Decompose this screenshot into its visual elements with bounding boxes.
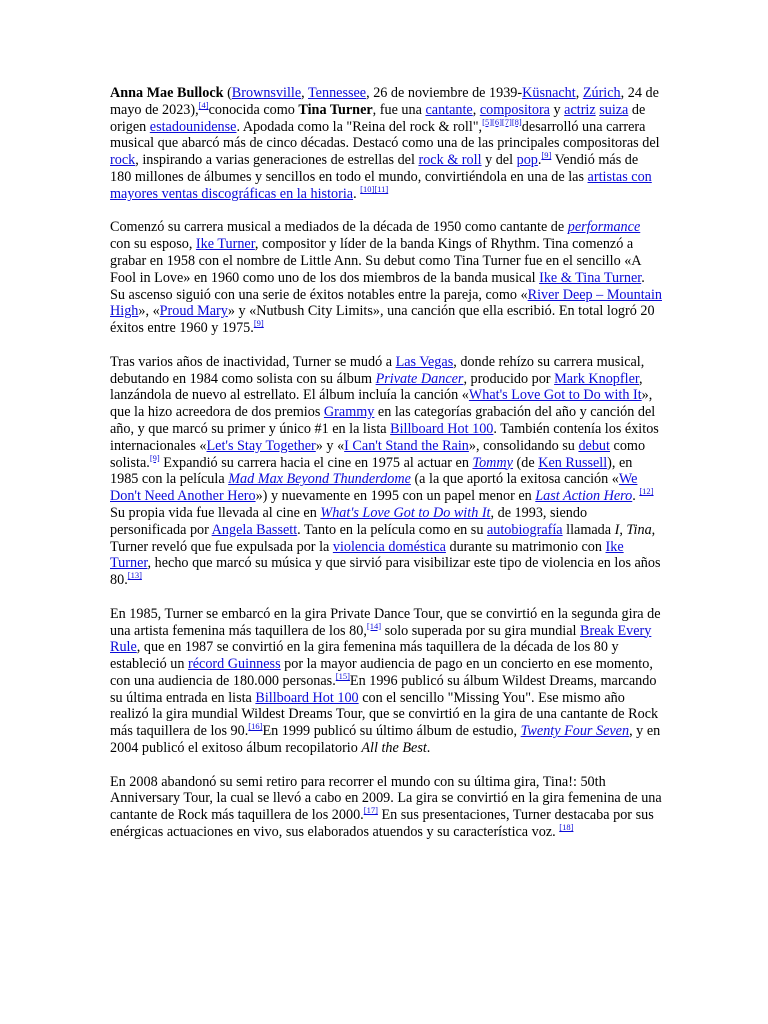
text-run: (de	[512, 454, 539, 471]
citation-link[interactable]: [9]	[253, 318, 264, 329]
text-run: , producido por	[463, 370, 555, 387]
text-run: ») y nuevamente en 1995 con un papel menor en	[255, 488, 536, 505]
text-run: ,	[575, 85, 583, 101]
text-run: En 1996 publicó su álbum Wildest Dreams, marcando su última entrada en lista	[110, 672, 657, 706]
text-run: ,	[301, 85, 308, 101]
text-run: y	[549, 101, 565, 118]
article-link[interactable]: Private Dancer	[375, 370, 464, 387]
reference-superscript[interactable]	[559, 822, 573, 832]
paragraph-solo-career	[110, 354, 662, 589]
text-run: .	[426, 740, 431, 757]
text-run: de origen	[110, 101, 646, 135]
article-link[interactable]: I Can't Stand the Rain	[344, 437, 469, 454]
paragraph-early-career	[110, 219, 662, 337]
article-link[interactable]: autobiografía	[486, 521, 563, 538]
reference-superscript[interactable]	[248, 721, 262, 731]
text-run: durante su matrimonio con	[445, 538, 606, 555]
article-link[interactable]: violencia doméstica	[332, 538, 446, 555]
citation-link[interactable]: [16]	[248, 721, 263, 732]
reference-superscript[interactable]	[254, 318, 264, 328]
article-link[interactable]: River Deep – Mountain High	[110, 286, 662, 320]
article-link[interactable]: Brownsville	[231, 85, 302, 101]
reference-superscript[interactable]	[482, 117, 522, 127]
reference-superscript[interactable]	[360, 184, 388, 194]
text-run: , que en 1987 se convirtió en la gira femenina más taquillera de la década de los 80 y estableció un	[110, 639, 619, 673]
text-run: , fue una	[372, 101, 426, 118]
article-link[interactable]: Proud Mary	[159, 303, 228, 320]
citation-link[interactable]: [9]	[149, 452, 160, 463]
citation-link[interactable]: [12]	[639, 486, 654, 497]
text-run: , 26 de noviembre de 1939-	[366, 85, 523, 101]
article-link[interactable]: Billboard Hot 100	[255, 689, 359, 706]
text-run: En 1985, Turner se embarcó en la gira Private Dance Tour, que se convirtió en la segunda gira de una artista femenina más taquillera de los 80,	[110, 605, 661, 639]
reference-superscript[interactable]	[541, 150, 551, 160]
article-link[interactable]: Tennessee	[308, 85, 367, 101]
article-link[interactable]: suiza	[599, 101, 629, 118]
citation-link[interactable]: [18]	[559, 822, 574, 833]
text-run: , 24 de mayo de 2023),	[110, 85, 659, 118]
text-run: (	[223, 85, 232, 101]
article-link[interactable]: Mark Knopfler	[554, 370, 640, 387]
text-run: Expandió su carrera hacia el cine en 1975 al actuar en	[159, 454, 473, 471]
article-link[interactable]: cantante	[425, 101, 473, 118]
article-link[interactable]: Let's Stay Together	[206, 437, 316, 454]
text-run: » y «	[315, 437, 345, 454]
paragraph-intro	[110, 85, 662, 203]
article-link[interactable]: Küsnacht	[522, 85, 576, 101]
article-link[interactable]: Zúrich	[582, 85, 621, 101]
paragraph-final-tour	[110, 774, 662, 841]
text-run: . Su ascenso siguió con una serie de éxitos notables entre la pareja, como «	[110, 269, 645, 303]
text-run: », que la hizo acreedora de dos premios	[110, 387, 653, 421]
text-run: desarrolló una carrera musical que abarcó más de cinco décadas. Destacó como una de las principales compositoras del	[110, 118, 660, 152]
text-run: (a la que aportó la exitosa canción «	[410, 471, 619, 488]
text-run: .	[353, 185, 361, 202]
text-run: . Tanto en la película como en su	[297, 521, 487, 538]
article-link[interactable]: We Don't Need Another Hero	[110, 471, 638, 505]
text-run: , lanzándola de nuevo al estrellato. El álbum incluía la canción «	[110, 370, 643, 404]
article-link[interactable]: Grammy	[323, 404, 375, 421]
article-link[interactable]: What's Love Got to Do with It	[320, 504, 491, 521]
text-run: solo superada por su gira mundial	[381, 622, 581, 639]
article-body	[110, 85, 662, 858]
article-link[interactable]: rock & roll	[418, 152, 482, 169]
text-run: y del	[481, 152, 517, 169]
citation-link[interactable]: [15]	[335, 670, 350, 681]
article-link[interactable]: rock	[110, 152, 136, 169]
article-link[interactable]: What's Love Got to Do with It	[468, 387, 642, 404]
text-run: En 2008 abandonó su semi retiro para recorrer el mundo con su última gira, Tina!: 50th Anniversary Tour, la cual se llevó a cabo en 2009. La gira se convirtió en la gira femenina de una cantante de Rock más taquillera de los 2000.	[110, 773, 662, 824]
reference-superscript[interactable]	[128, 570, 142, 580]
article-link[interactable]: actriz	[564, 101, 596, 118]
article-link[interactable]: récord Guinness	[188, 656, 281, 673]
article-link[interactable]: Last Action Hero	[535, 488, 633, 505]
article-link[interactable]: Twenty Four Seven	[520, 723, 630, 740]
text-run: , donde rehízo su carrera musical, debutando en 1984 como solista con su álbum	[110, 353, 645, 387]
citation-link[interactable]: [13]	[127, 570, 142, 581]
text-run: conocida como	[208, 101, 299, 118]
text-run: Vendió más de 180 millones de álbumes y sencillos en todo el mundo, convirtiéndola en una de las	[110, 152, 639, 185]
article-link[interactable]: estadounidense	[149, 118, 237, 135]
article-link[interactable]: compositora	[479, 101, 550, 118]
text-run: . También contenía los éxitos internacionales «	[110, 420, 659, 454]
citation-link[interactable]: [10][11]	[360, 183, 389, 194]
text-run: », consolidando su	[468, 437, 579, 454]
article-link[interactable]: artistas con mayores ventas discográficas en la historia	[110, 168, 652, 202]
article-link[interactable]: performance	[567, 219, 641, 236]
text-run: ,	[472, 101, 480, 118]
text-run: , de 1993, siendo personificada por	[110, 504, 588, 538]
article-link[interactable]: Break Every Rule	[110, 622, 652, 656]
text-run: I, Tina	[614, 521, 652, 538]
article-link[interactable]: Angela Bassett	[211, 521, 298, 538]
citation-link[interactable]: [4]	[198, 99, 209, 110]
text-run: », «	[138, 303, 160, 320]
text-run: Tras varios años de inactividad, Turner se mudó a	[110, 353, 396, 370]
text-run: Comenzó su carrera musical a mediados de la década de 1950 como cantante de	[110, 219, 568, 236]
article-link[interactable]: Mad Max Beyond Thunderdome	[228, 471, 411, 488]
citation-link[interactable]: [14]	[366, 620, 382, 631]
citation-link[interactable]: [5][6][7][8]	[482, 116, 522, 127]
text-run: Tina Turner	[298, 101, 373, 118]
text-run: , hecho que marcó su música y que sirvió para visibilizar este tipo de violencia en los años 80.	[110, 555, 661, 589]
article-link[interactable]: Ike Turner	[110, 538, 624, 572]
text-run: como solista.	[110, 437, 646, 471]
text-run: , inspirando a varias generaciones de estrellas del	[135, 152, 419, 169]
text-run: » y «Nutbush City Limits», una canción que ella escribió. En total logró 20 éxitos entre 1960 y 1975.	[110, 303, 655, 337]
article-link[interactable]: debut	[578, 437, 610, 454]
reference-superscript[interactable]	[336, 671, 350, 681]
citation-link[interactable]: [17]	[363, 805, 378, 816]
article-link[interactable]: Billboard Hot 100	[390, 420, 494, 437]
text-run: Su propia vida fue llevada al cine en	[110, 504, 321, 521]
reference-superscript[interactable]	[367, 621, 381, 631]
text-run: , Turner reveló que fue expulsada por la	[110, 521, 656, 555]
text-run: Anna Mae Bullock	[110, 85, 224, 101]
article-link[interactable]: Las Vegas	[395, 353, 454, 370]
article-link[interactable]: Tommy	[472, 454, 513, 471]
text-run: por la mayor audiencia de pago en un concierto en ese momento, con una audiencia de 180.000 personas.	[110, 656, 653, 689]
text-run: En sus presentaciones, Turner destacaba por sus enérgicas actuaciones en vivo, sus elaborados atuendos y su característica voz.	[110, 807, 654, 841]
text-run: en las categorías grabación del año y canción del año, y que marcó su primer y único #1 en la lista	[110, 404, 656, 437]
text-run: . Apodada como la "Reina del rock & roll",	[236, 118, 483, 135]
text-run: llamada	[562, 521, 615, 538]
article-link[interactable]: pop	[516, 152, 538, 169]
article-link[interactable]: Ike & Tina Turner	[539, 269, 642, 286]
citation-link[interactable]: [9]	[541, 150, 552, 161]
text-run: ), en 1985 con la película	[110, 454, 633, 488]
text-run: .	[632, 488, 640, 505]
text-run: En 1999 publicó su último álbum de estudio,	[262, 723, 521, 740]
article-link[interactable]: Ken Russell	[538, 454, 608, 471]
article-link[interactable]: Ike Turner	[195, 236, 255, 253]
reference-superscript[interactable]	[639, 486, 653, 496]
text-run: con el sencillo "Missing You". Ese mismo año realizó la gira mundial Wildest Dreams Tour, que se convirtió en la gira de una cantante de Rock más taquillera de los 90.	[110, 689, 659, 740]
text-run: con su esposo,	[110, 236, 196, 253]
reference-superscript[interactable]	[199, 100, 209, 110]
reference-superscript[interactable]	[364, 805, 378, 815]
text-run: , compositor y líder de la banda Kings of Rhythm. Tina comenzó a grabar en 1958 con el nombre de Little Ann. Su debut como Tina Turner fue en el sencillo «A Fool in Love» en 1960 como uno de los dos miembros de la banda musical	[110, 236, 641, 286]
text-run: , y en 2004 publicó el exitoso álbum recopilatorio	[110, 723, 661, 757]
reference-superscript[interactable]	[150, 453, 160, 463]
paragraph-tours	[110, 606, 662, 757]
text-run: .	[537, 152, 542, 169]
text-run: All the Best	[361, 740, 427, 757]
